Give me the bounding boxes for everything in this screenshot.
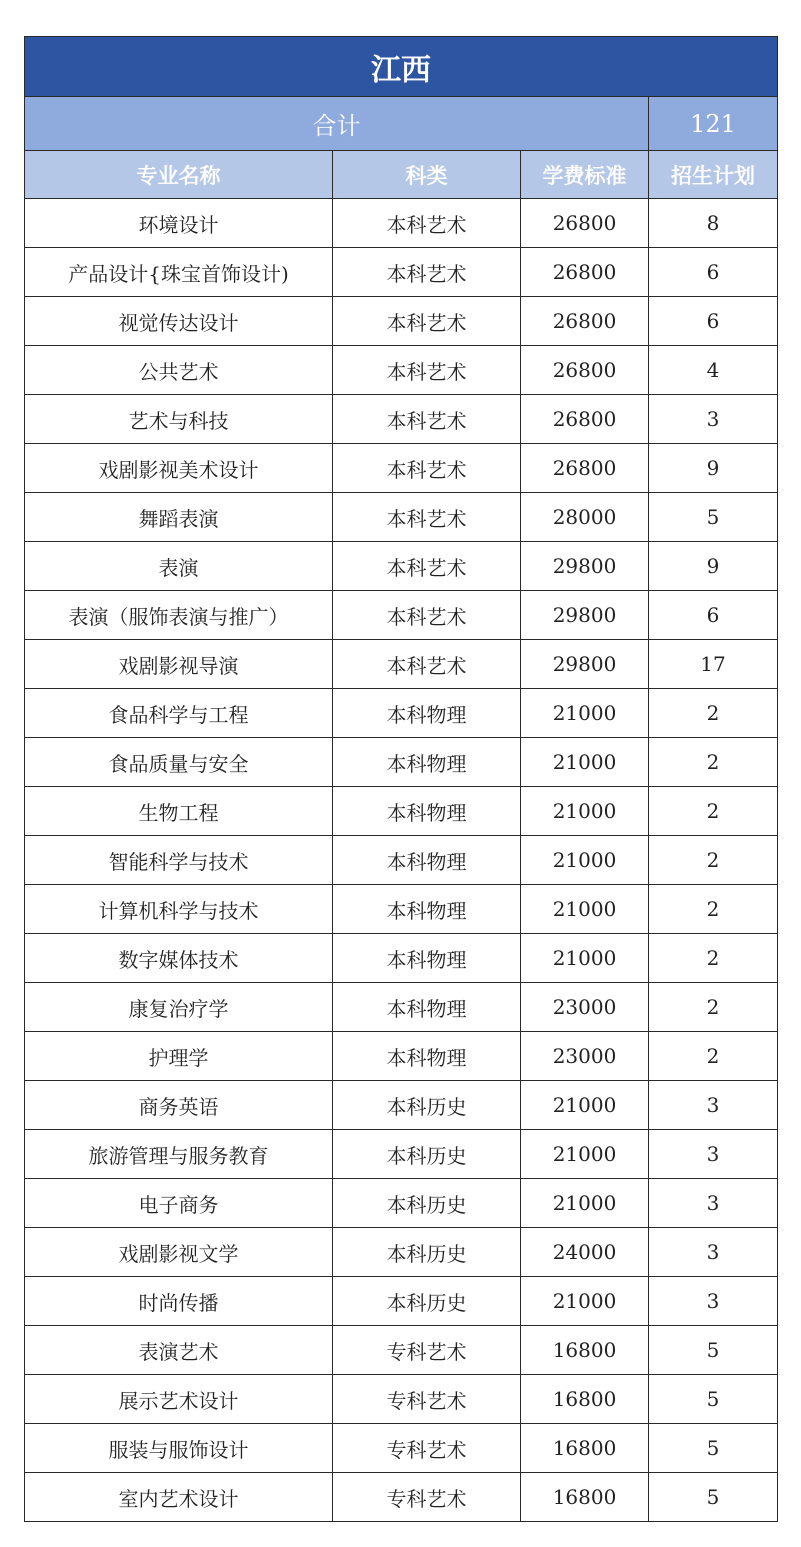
cell-tuition: 24000 [521,1228,649,1277]
table-row [25,934,778,983]
cell-major: 环境设计 [25,199,333,248]
table-row [25,493,778,542]
cell-major: 产品设计{珠宝首饰设计) [25,248,333,297]
cell-major: 时尚传播 [25,1277,333,1326]
cell-plan: 2 [649,885,778,934]
cell-category: 本科物理 [333,689,521,738]
cell-plan: 3 [649,1277,778,1326]
table-row [25,1032,778,1081]
cell-category: 本科艺术 [333,640,521,689]
cell-plan: 5 [649,493,778,542]
cell-category: 专科艺术 [333,1473,521,1522]
cell-major: 艺术与科技 [25,395,333,444]
table-row [25,199,778,248]
cell-plan: 2 [649,983,778,1032]
cell-category: 本科物理 [333,787,521,836]
cell-tuition: 21000 [521,1277,649,1326]
cell-category: 本科艺术 [333,248,521,297]
table-row [25,346,778,395]
cell-tuition: 21000 [521,836,649,885]
cell-category: 本科艺术 [333,542,521,591]
cell-category: 本科历史 [333,1277,521,1326]
cell-tuition: 23000 [521,1032,649,1081]
cell-major: 表演（服饰表演与推广） [25,591,333,640]
cell-tuition: 21000 [521,1081,649,1130]
header-row [25,151,778,199]
table-row [25,885,778,934]
cell-major: 室内艺术设计 [25,1473,333,1522]
cell-tuition: 28000 [521,493,649,542]
cell-tuition: 16800 [521,1473,649,1522]
table-row [25,1179,778,1228]
cell-tuition: 26800 [521,444,649,493]
table-row [25,1375,778,1424]
cell-plan: 5 [649,1375,778,1424]
cell-tuition: 21000 [521,787,649,836]
cell-major: 舞蹈表演 [25,493,333,542]
table-row [25,444,778,493]
cell-tuition: 21000 [521,934,649,983]
cell-category: 本科历史 [333,1179,521,1228]
cell-major: 戏剧影视美术设计 [25,444,333,493]
cell-plan: 4 [649,346,778,395]
cell-category: 本科物理 [333,738,521,787]
table-row [25,1326,778,1375]
cell-plan: 6 [649,591,778,640]
total-row [25,97,778,151]
cell-plan: 9 [649,542,778,591]
cell-plan: 3 [649,1228,778,1277]
cell-plan: 5 [649,1326,778,1375]
cell-plan: 6 [649,297,778,346]
cell-category: 本科艺术 [333,199,521,248]
cell-plan: 6 [649,248,778,297]
cell-plan: 5 [649,1424,778,1473]
cell-major: 戏剧影视文学 [25,1228,333,1277]
cell-major: 视觉传达设计 [25,297,333,346]
cell-major: 电子商务 [25,1179,333,1228]
cell-tuition: 21000 [521,689,649,738]
cell-major: 康复治疗学 [25,983,333,1032]
cell-major: 数字媒体技术 [25,934,333,983]
table-row [25,1473,778,1522]
header-major: 专业名称 [25,151,333,199]
cell-category: 本科物理 [333,1032,521,1081]
cell-major: 计算机科学与技术 [25,885,333,934]
table-row [25,1228,778,1277]
table-row [25,591,778,640]
cell-plan: 2 [649,689,778,738]
cell-category: 本科历史 [333,1130,521,1179]
cell-tuition: 21000 [521,1130,649,1179]
table-row [25,1424,778,1473]
cell-tuition: 29800 [521,640,649,689]
table-row [25,542,778,591]
table-row [25,1277,778,1326]
cell-plan: 8 [649,199,778,248]
cell-category: 专科艺术 [333,1424,521,1473]
enrollment-plan-table [24,36,778,1522]
cell-tuition: 26800 [521,199,649,248]
cell-major: 旅游管理与服务教育 [25,1130,333,1179]
cell-category: 本科历史 [333,1228,521,1277]
cell-category: 本科艺术 [333,297,521,346]
cell-tuition: 16800 [521,1424,649,1473]
total-label: 合计 [25,97,649,151]
title-row [25,37,778,97]
cell-tuition: 29800 [521,542,649,591]
cell-category: 本科物理 [333,934,521,983]
cell-category: 本科物理 [333,983,521,1032]
cell-plan: 3 [649,1130,778,1179]
cell-plan: 2 [649,1032,778,1081]
cell-category: 本科艺术 [333,346,521,395]
cell-tuition: 21000 [521,885,649,934]
cell-plan: 9 [649,444,778,493]
cell-plan: 3 [649,395,778,444]
cell-major: 食品科学与工程 [25,689,333,738]
cell-category: 本科物理 [333,885,521,934]
table-row [25,689,778,738]
cell-category: 本科艺术 [333,395,521,444]
header-tuition: 学费标准 [521,151,649,199]
cell-tuition: 16800 [521,1375,649,1424]
cell-category: 专科艺术 [333,1375,521,1424]
cell-major: 公共艺术 [25,346,333,395]
cell-major: 表演艺术 [25,1326,333,1375]
table-row [25,1130,778,1179]
cell-tuition: 26800 [521,346,649,395]
cell-plan: 5 [649,1473,778,1522]
header-plan: 招生计划 [649,151,778,199]
cell-plan: 2 [649,836,778,885]
cell-category: 本科物理 [333,836,521,885]
table-row [25,297,778,346]
table-row [25,738,778,787]
cell-plan: 3 [649,1081,778,1130]
cell-category: 专科艺术 [333,1326,521,1375]
cell-major: 服装与服饰设计 [25,1424,333,1473]
table-row [25,1081,778,1130]
cell-major: 护理学 [25,1032,333,1081]
table-row [25,983,778,1032]
cell-category: 本科历史 [333,1081,521,1130]
cell-major: 表演 [25,542,333,591]
cell-major: 商务英语 [25,1081,333,1130]
cell-plan: 17 [649,640,778,689]
cell-plan: 2 [649,738,778,787]
cell-category: 本科艺术 [333,591,521,640]
total-value: 121 [649,97,778,151]
cell-major: 生物工程 [25,787,333,836]
cell-plan: 2 [649,934,778,983]
cell-tuition: 26800 [521,297,649,346]
table-row [25,787,778,836]
cell-major: 戏剧影视导演 [25,640,333,689]
table-row [25,836,778,885]
cell-major: 展示艺术设计 [25,1375,333,1424]
cell-major: 食品质量与安全 [25,738,333,787]
cell-category: 本科艺术 [333,444,521,493]
cell-plan: 3 [649,1179,778,1228]
cell-major: 智能科学与技术 [25,836,333,885]
cell-category: 本科艺术 [333,493,521,542]
header-category: 科类 [333,151,521,199]
cell-tuition: 29800 [521,591,649,640]
cell-tuition: 26800 [521,395,649,444]
table-row [25,640,778,689]
table-row [25,248,778,297]
cell-tuition: 26800 [521,248,649,297]
table-title: 江西 [25,37,778,97]
cell-tuition: 21000 [521,1179,649,1228]
cell-tuition: 16800 [521,1326,649,1375]
cell-plan: 2 [649,787,778,836]
cell-tuition: 21000 [521,738,649,787]
table-row [25,395,778,444]
cell-tuition: 23000 [521,983,649,1032]
